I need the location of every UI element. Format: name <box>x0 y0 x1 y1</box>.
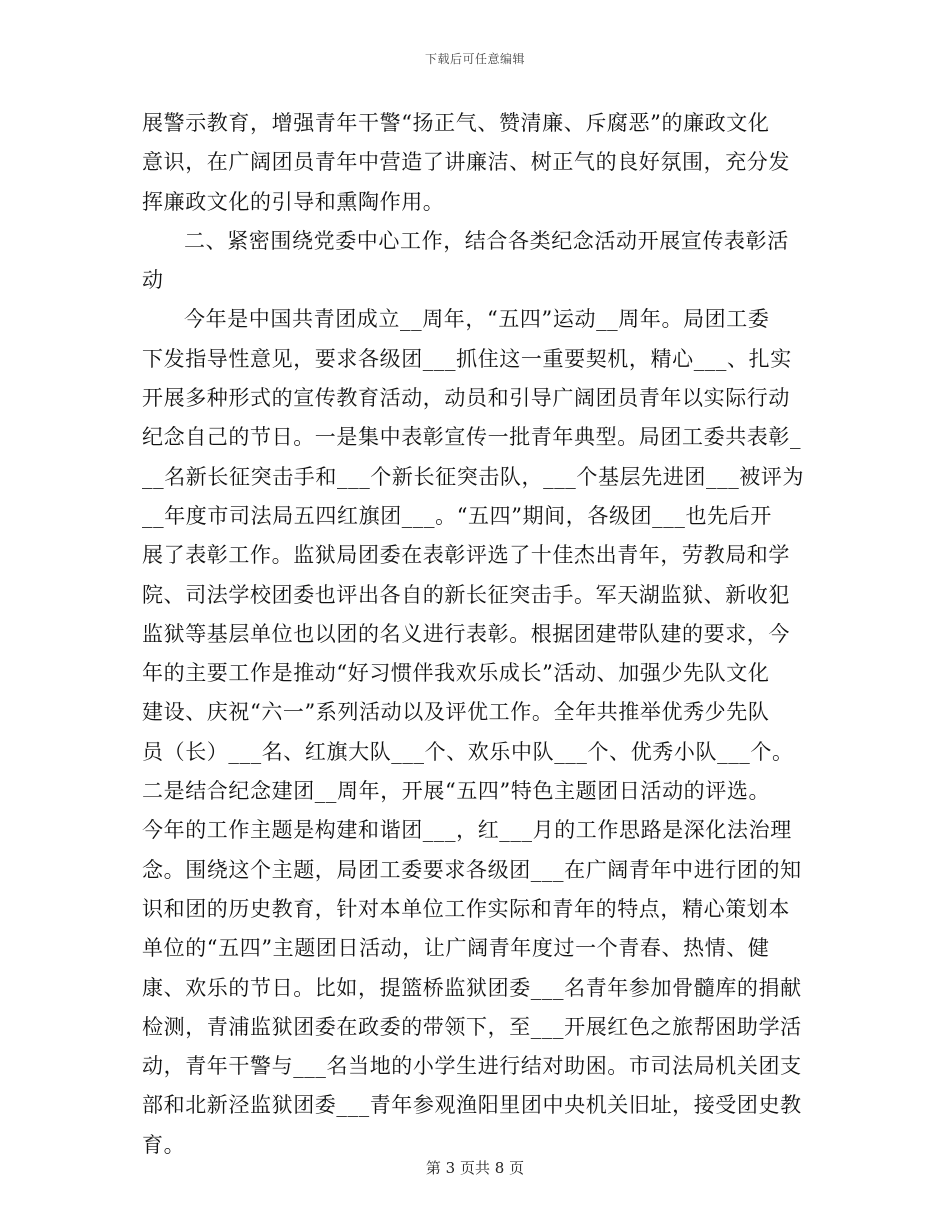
text-line: 展警示教育，增强青年干警“扬正气、赞清廉、斥腐恶”的廉政文化 <box>142 111 770 135</box>
text-line: 建设、庆祝“六一”系列活动以及评优工作。全年共推举优秀少先队 <box>142 700 770 725</box>
text-line: 意识，在广阔团员青年中营造了讲廉洁、树正气的良好氛围，充分发 <box>142 150 790 175</box>
text-line: 康、欢乐的节日。比如，提篮桥监狱团委___名青年参加骨髓库的捐献 <box>142 975 802 1000</box>
text-line: 员（长）___名、红旗大队___个、欢乐中队___个、优秀小队___个。 <box>142 739 794 764</box>
text-line: 部和北新泾监狱团委___青年参观渔阳里团中央机关旧址，接受团史教 <box>142 1093 802 1118</box>
text-line: 今年的工作主题是构建和谐团___，红___月的工作思路是深化法治理 <box>142 818 792 843</box>
text-line: 单位的“五四”主题团日活动，让广阔青年度过一个青春、热情、健 <box>142 936 770 961</box>
text-line: 二是结合纪念建团__周年，开展“五四”特色主题团日活动的评选。 <box>142 779 771 804</box>
text-line: 识和团的历史教育，针对本单位工作实际和青年的特点，精心策划本 <box>142 896 790 921</box>
text-line: 年的主要工作是推动“好习惯伴我欢乐成长”活动、加强少先队文化 <box>142 661 770 686</box>
text-line: 监狱等基层单位也以团的名义进行表彰。根据团建带队建的要求，今 <box>142 621 790 646</box>
text-line: __名新长征突击手和___个新长征突击队，___个基层先进团___被评为 <box>142 464 805 489</box>
text-line: 下发指导性意见，要求各级团___抓住这一重要契机，精心___、扎实 <box>142 346 792 371</box>
text-line: 院、司法学校团委也评出各自的新长征突击手。军天湖监狱、新收犯 <box>142 582 790 607</box>
text-line: 今年是中国共青团成立__周年，“五四”运动__周年。局团工委 <box>184 307 770 332</box>
text-line: 念。围绕这个主题，局团工委要求各级团___在广阔青年中进行团的知 <box>142 857 802 882</box>
page-number: 第 3 页共 8 页 <box>425 1159 525 1177</box>
text-line: 纪念自己的节日。一是集中表彰宣传一批青年典型。局团工委共表彰_ <box>142 425 802 450</box>
text-line: 动，青年干警与___名当地的小学生进行结对助困。市司法局机关团支 <box>142 1054 802 1079</box>
page-header: 下载后可任意编辑 <box>424 52 525 66</box>
section-heading-line: 动 <box>142 268 164 293</box>
text-line: 育。 <box>142 1132 186 1157</box>
document-body <box>142 104 810 1165</box>
text-line: 展了表彰工作。监狱局团委在表彰评选了十佳杰出青年，劳教局和学 <box>142 543 790 568</box>
text-line: 挥廉政文化的引导和熏陶作用。 <box>142 189 445 214</box>
text-line: 检测，青浦监狱团委在政委的带领下，至___开展红色之旅帮困助学活 <box>142 1014 802 1039</box>
section-heading-line: 二、紧密围绕党委中心工作，结合各类纪念活动开展宣传表彰活 <box>184 228 789 253</box>
text-line: __年度市司法局五四红旗团___。“五四”期间，各级团___也先后开 <box>142 503 772 528</box>
text-line: 开展多种形式的宣传教育活动，动员和引导广阔团员青年以实际行动 <box>142 386 790 411</box>
